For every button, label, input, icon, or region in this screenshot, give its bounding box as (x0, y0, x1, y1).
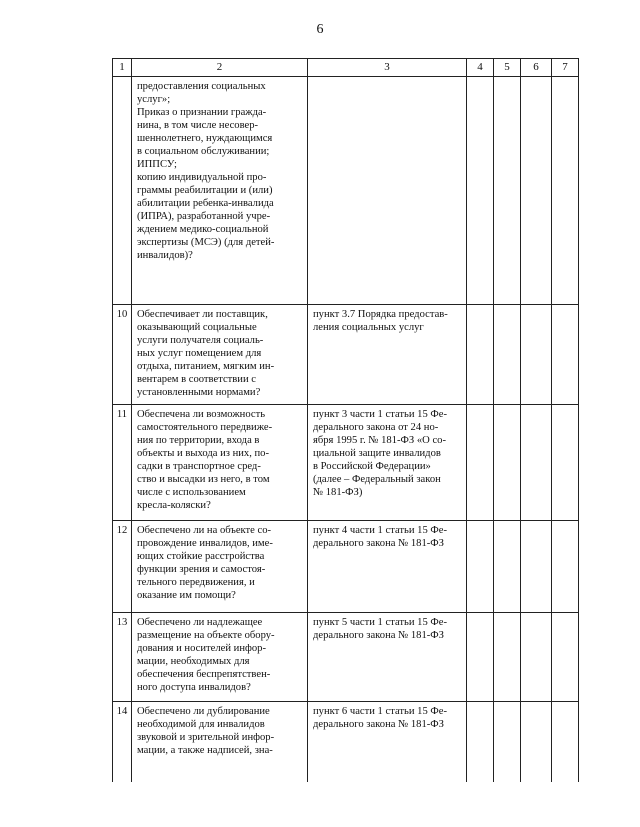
table-row (113, 77, 579, 305)
question-line: необходимой для инвалидов (137, 719, 265, 730)
question-line: ного доступа инвалидов? (137, 682, 251, 693)
column-header-row (113, 59, 579, 77)
reference-line: циальной защите инвалидов (313, 448, 441, 459)
checklist-table (112, 58, 579, 782)
question-line: функции зрения и самостоя- (137, 564, 266, 575)
question-line: услуг»; (137, 94, 171, 105)
question-line: копию индивидуальной про- (137, 172, 267, 183)
reference-line: пункт 4 части 1 статьи 15 Фе- (313, 525, 447, 536)
question-line: обеспечения беспрепятствен- (137, 669, 271, 680)
question-line: установленными нормами? (137, 387, 261, 398)
col-4-cell (467, 521, 494, 613)
question-line: ИППСУ; (137, 159, 177, 170)
reference-line: пункт 3.7 Порядка предостав- (313, 309, 448, 320)
reference-cell (308, 521, 467, 613)
col-6-cell (521, 521, 552, 613)
reference-line: дерального закона от 24 но- (313, 422, 439, 433)
col-4-cell (467, 405, 494, 521)
col-5-cell (494, 305, 521, 405)
question-cell (132, 521, 308, 613)
question-line: (ИПРА), разработанной учре- (137, 211, 271, 222)
question-line: Обеспечено ли надлежащее (137, 617, 263, 628)
question-line: числе с использованием (137, 487, 246, 498)
question-line: шеннолетнего, нуждающимся (137, 133, 273, 144)
question-line: самостоятельного передвиже- (137, 422, 273, 433)
question-line: предоставления социальных (137, 81, 266, 92)
column-header: 6 (521, 59, 552, 77)
reference-line: ября 1995 г. № 181-ФЗ «О со- (313, 435, 446, 446)
question-line: вентарем в соответствии с (137, 374, 256, 385)
col-5-cell (494, 613, 521, 702)
question-line: Обеспечивает ли поставщик, (137, 309, 268, 320)
col-6-cell (521, 305, 552, 405)
question-line: тельного передвижения, и (137, 577, 255, 588)
column-header: 3 (308, 59, 467, 77)
question-cell (132, 305, 308, 405)
reference-line: (далее – Федеральный закон (313, 474, 441, 485)
table-row (113, 305, 579, 405)
col-4-cell (467, 77, 494, 305)
col-5-cell (494, 702, 521, 782)
reference-cell (308, 613, 467, 702)
question-line: Обеспечена ли возможность (137, 409, 266, 420)
col-6-cell (521, 702, 552, 782)
question-line: в социальном обслуживании; (137, 146, 270, 157)
question-cell (132, 702, 308, 782)
question-line: граммы реабилитации и (или) (137, 185, 273, 196)
question-line: звуковой и зрительной инфор- (137, 732, 275, 743)
question-line: провождение инвалидов, име- (137, 538, 273, 549)
row-number: 13 (113, 613, 132, 702)
reference-line: в Российской Федерации» (313, 461, 431, 472)
reference-line: дерального закона № 181-ФЗ (313, 630, 444, 641)
question-line: услуги получателя социаль- (137, 335, 264, 346)
row-number: 14 (113, 702, 132, 782)
column-header: 7 (552, 59, 579, 77)
question-line: Обеспечено ли дублирование (137, 706, 270, 717)
question-line: ющих стойкие расстройства (137, 551, 265, 562)
question-line: объекты и выхода из них, по- (137, 448, 269, 459)
col-5-cell (494, 521, 521, 613)
col-6-cell (521, 405, 552, 521)
question-line: инвалидов)? (137, 250, 193, 261)
row-number: 11 (113, 405, 132, 521)
col-6-cell (521, 613, 552, 702)
table-row (113, 521, 579, 613)
question-line: садки в транспортное сред- (137, 461, 261, 472)
question-line: Приказ о признании гражда- (137, 107, 267, 118)
question-line: отдыха, питанием, мягким ин- (137, 361, 275, 372)
reference-line: пункт 6 части 1 статьи 15 Фе- (313, 706, 447, 717)
question-line: оказание им помощи? (137, 590, 236, 601)
reference-line: дерального закона № 181-ФЗ (313, 719, 444, 730)
col-4-cell (467, 702, 494, 782)
row-number: 12 (113, 521, 132, 613)
question-line: экспертизы (МСЭ) (для детей- (137, 237, 275, 248)
table-row (113, 702, 579, 782)
col-7-cell (552, 702, 579, 782)
column-header: 4 (467, 59, 494, 77)
question-line: ство и высадки из него, в том (137, 474, 270, 485)
question-line: мации, необходимых для (137, 656, 250, 667)
question-line: ных услуг помещением для (137, 348, 262, 359)
row-number: 10 (113, 305, 132, 405)
reference-line: ления социальных услуг (313, 322, 424, 333)
question-line: абилитации ребенка-инвалида (137, 198, 274, 209)
col-4-cell (467, 613, 494, 702)
col-7-cell (552, 305, 579, 405)
reference-cell (308, 405, 467, 521)
question-cell (132, 405, 308, 521)
question-line: ния по территории, входа в (137, 435, 260, 446)
reference-line: дерального закона № 181-ФЗ (313, 538, 444, 549)
question-line: Обеспечено ли на объекте со- (137, 525, 272, 536)
question-line: дования и носителей инфор- (137, 643, 266, 654)
table-row (113, 613, 579, 702)
table-row (113, 405, 579, 521)
question-cell (132, 77, 308, 305)
question-line: оказывающий социальные (137, 322, 257, 333)
reference-cell (308, 702, 467, 782)
col-6-cell (521, 77, 552, 305)
page-number: 6 (316, 22, 324, 37)
column-header: 2 (132, 59, 308, 77)
question-line: кресла-коляски? (137, 500, 211, 511)
reference-line: № 181-ФЗ) (313, 487, 363, 498)
column-header: 5 (494, 59, 521, 77)
reference-line: пункт 5 части 1 статьи 15 Фе- (313, 617, 447, 628)
question-cell (132, 613, 308, 702)
reference-cell (308, 77, 467, 305)
col-5-cell (494, 77, 521, 305)
col-4-cell (467, 305, 494, 405)
row-number (113, 77, 132, 305)
col-5-cell (494, 405, 521, 521)
question-line: нина, в том числе несовер- (137, 120, 259, 131)
col-7-cell (552, 77, 579, 305)
question-line: ждением медико-социальной (137, 224, 269, 235)
col-7-cell (552, 613, 579, 702)
question-line: размещение на объекте обору- (137, 630, 275, 641)
col-7-cell (552, 521, 579, 613)
col-7-cell (552, 405, 579, 521)
column-header: 1 (113, 59, 132, 77)
question-line: мации, а также надписей, зна- (137, 745, 273, 756)
reference-line: пункт 3 части 1 статьи 15 Фе- (313, 409, 447, 420)
reference-cell (308, 305, 467, 405)
